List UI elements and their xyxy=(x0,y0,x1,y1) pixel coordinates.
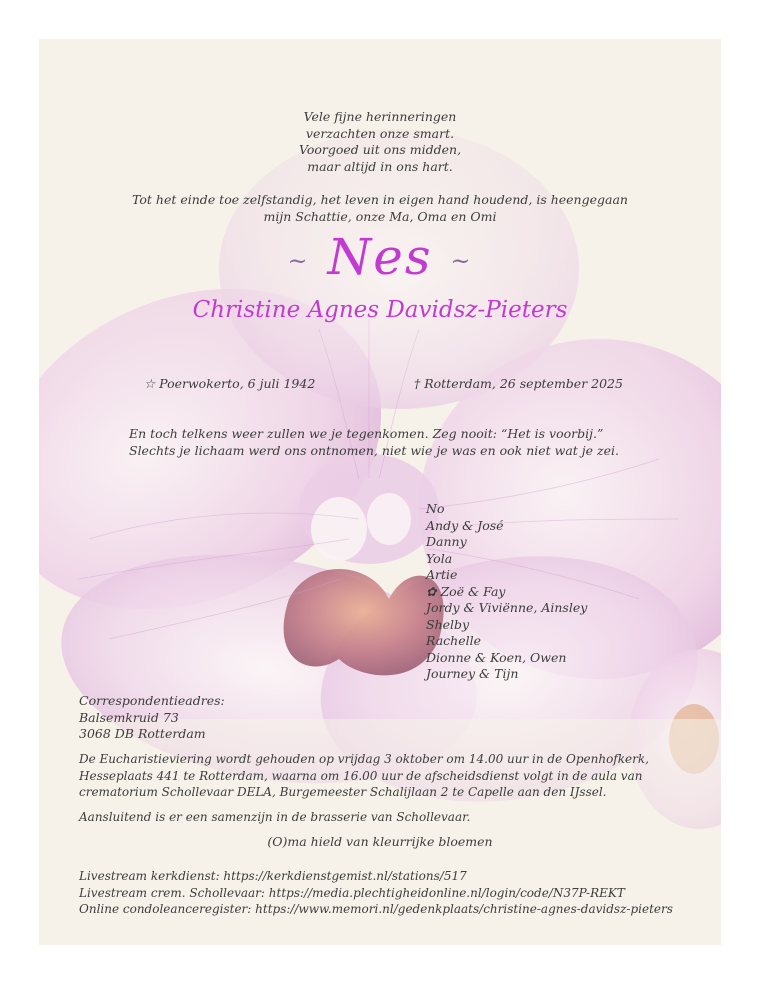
quote-line: Slechts je lichaam werd ons ontnomen, niet wie je was en ook niet wat je zei. xyxy=(129,442,619,458)
address-line: 3068 DB Rotterdam xyxy=(79,726,206,741)
poem xyxy=(39,109,721,175)
family-member: Yola xyxy=(426,550,453,566)
livestream-crematorium-link[interactable]: Livestream crem. Schollevaar: https://media.plechtigheidonline.nl/login/code/N37P-REKT xyxy=(79,885,625,900)
quote-line: En toch telkens weer zullen we je tegenkomen. Zeg nooit: “Het is voorbij.” xyxy=(129,426,604,441)
family-list xyxy=(426,501,587,683)
family-member: Dionne & Koen, Owen xyxy=(426,649,567,665)
condolence-register-link[interactable]: Online condoleanceregister: https://www.memori.nl/gedenkplaats/christine-agnes-davidsz-pieters xyxy=(79,902,673,916)
correspondence-address xyxy=(79,693,225,743)
address-line: Correspondentieadres: xyxy=(79,693,225,708)
poem-line: verzachten onze smart. xyxy=(305,125,455,141)
family-member: ✿ Zoë & Fay xyxy=(426,583,506,599)
poem-line: Voorgoed uit ons midden, xyxy=(298,142,462,157)
death-info: † Rotterdam, 26 september 2025 xyxy=(414,376,623,391)
family-member: Rachelle xyxy=(426,633,481,648)
birth-info: ☆ Poerwokerto, 6 juli 1942 xyxy=(144,376,316,391)
family-member: Journey & Tijn xyxy=(426,666,519,681)
service-line: crematorium Schollevaar DELA, Burgemeester Schalijlaan 2 te Capelle aan den IJssel. xyxy=(79,785,607,799)
announcement xyxy=(39,192,721,225)
quote xyxy=(129,426,619,459)
family-member: Andy & José xyxy=(426,517,504,533)
service-line: Hesseplaats 441 te Rotterdam, waarna om 16.00 uur de afscheidsdienst volgt in de aula van xyxy=(79,768,643,783)
address-line: Balsemkruid 73 xyxy=(79,709,179,725)
decoration-tilde: ~ xyxy=(450,247,473,275)
livestream-links xyxy=(79,868,673,918)
service-line: De Eucharistieviering wordt gehouden op vrijdag 3 oktober om 14.00 uur in de Openhofkerk, xyxy=(79,752,649,766)
poem-line: maar altijd in ons hart. xyxy=(307,158,453,174)
decoration-tilde: ~ xyxy=(287,247,310,275)
service-info xyxy=(79,751,649,801)
family-member: Shelby xyxy=(426,616,470,632)
family-member: Jordy & Viviënne, Ainsley xyxy=(426,600,588,615)
family-member: Artie xyxy=(426,567,458,582)
family-member: Danny xyxy=(426,534,467,549)
announcement-line: mijn Schattie, onze Ma, Oma en Omi xyxy=(263,208,497,224)
family-member: No xyxy=(426,501,445,516)
gathering-info: Aansluitend is er een samenzijn in de brasserie van Schollevaar. xyxy=(79,810,471,824)
flowers-note: (O)ma hield van kleurrijke bloemen xyxy=(267,834,493,849)
livestream-church-link[interactable]: Livestream kerkdienst: https://kerkdienstgemist.nl/stations/517 xyxy=(79,869,467,883)
full-name: Christine Agnes Davidsz-Pieters xyxy=(192,297,568,323)
nickname: Nes xyxy=(327,228,433,286)
obituary-card xyxy=(39,39,721,945)
poem-line: Vele fijne herinneringen xyxy=(303,109,457,124)
nickname-heading xyxy=(39,227,721,291)
announcement-line: Tot het einde toe zelfstandig, het leven in eigen hand houdend, is heengegaan xyxy=(132,192,628,207)
